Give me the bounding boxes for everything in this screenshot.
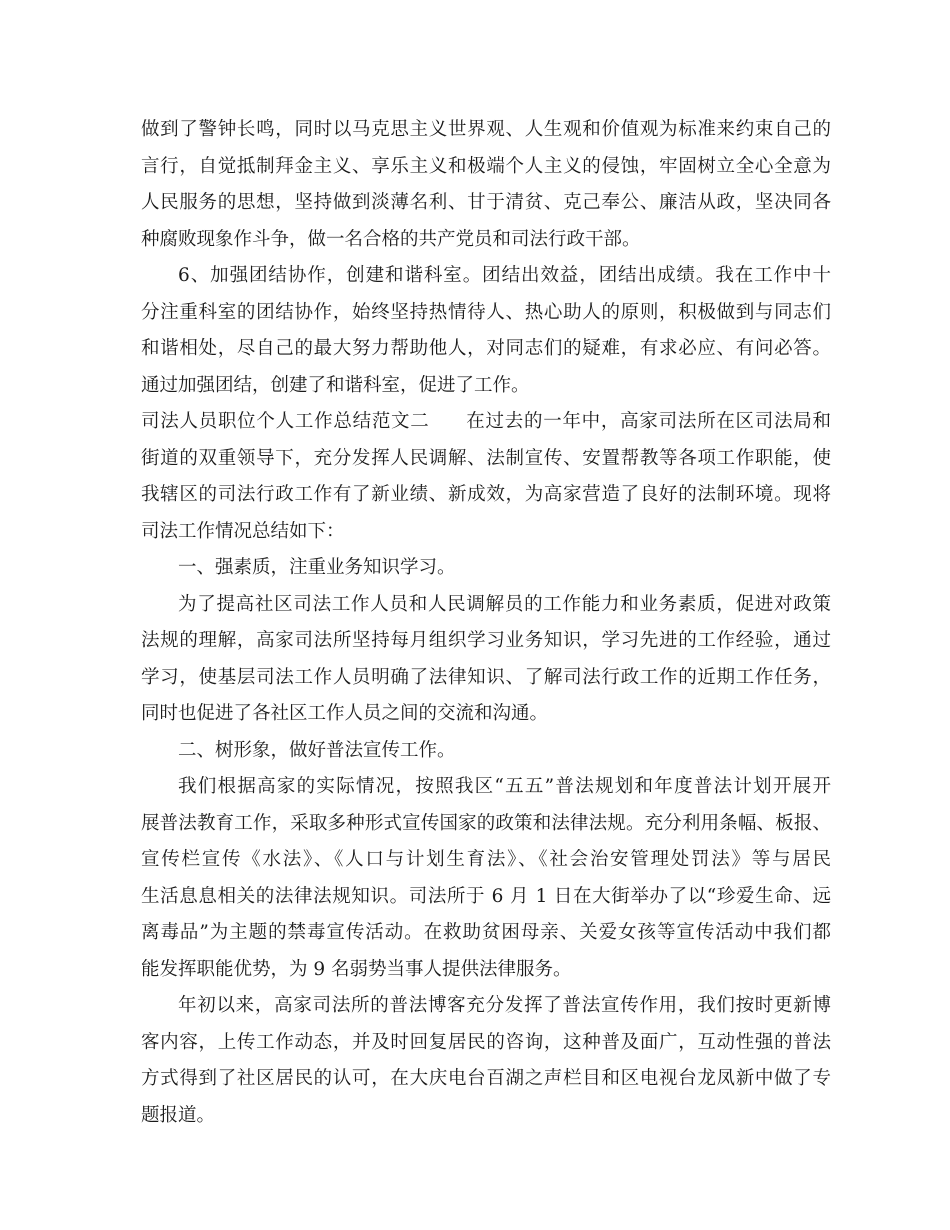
- paragraph-4: [141, 550, 831, 587]
- text-line: 客内容，上传工作动态，并及时回复居民的咨询，这种普及面广，互动性强的普法: [141, 1031, 831, 1053]
- subheading-line: 一、强素质，注重业务知识学习。: [178, 557, 456, 578]
- text-line: 言行，自觉抵制拜金主义、享乐主义和极端个人主义的侵蚀，牢固树立全心全意为: [141, 155, 831, 177]
- text-line: 6、加强团结协作，创建和谐科室。团结出效益，团结出成绩。我在工作中十: [178, 265, 831, 286]
- text-line: 人民服务的思想，坚持做到淡薄名利、甘于清贫、克己奉公、廉洁从政，坚决同各: [141, 192, 831, 213]
- text-line: 展普法教育工作，采取多种形式宣传国家的政策和法律法规。充分利用条幅、板报、: [141, 812, 831, 834]
- text-line: 种腐败现象作斗争，做一名合格的共产党员和司法行政干部。: [141, 228, 641, 250]
- text-line: 通过加强团结，创建了和谐科室，促进了工作。: [141, 374, 530, 396]
- section-heading: 司法人员职位个人工作总结范文二: [141, 411, 430, 432]
- text-line: 学习，使基层司法工作人员明确了法律知识、了解司法行政工作的近期工作任务，: [141, 666, 831, 688]
- paragraph-3: [141, 404, 831, 550]
- text-line: 方式得到了社区居民的认可，在大庆电台百湖之声栏目和区电视台龙凤新中做了专: [141, 1068, 831, 1089]
- subheading-line: 二、树形象，做好普法宣传工作。: [178, 739, 456, 761]
- paragraph-8: [141, 988, 831, 1134]
- text-line: 宣传栏宣传《水法》、《人口与计划生育法》、《社会治安管理处罚法》等与居民: [141, 849, 831, 870]
- text-line: 做到了警钟长鸣，同时以马克思主义世界观、人生观和价值观为标准来约束自己的: [141, 119, 831, 140]
- paragraph-2: [141, 258, 831, 404]
- text-line: 年初以来，高家司法所的普法博客充分发挥了普法宣传作用，我们按时更新博: [178, 995, 831, 1016]
- text-line: 分注重科室的团结协作，始终坚持热情待人、热心助人的原则，积极做到与同志们: [141, 301, 831, 323]
- text-line: [141, 404, 831, 441]
- paragraph-1: [141, 112, 831, 258]
- text-line: 为了提高社区司法工作人员和人民调解员的工作能力和业务素质，促进对政策: [178, 593, 831, 615]
- text-line: 我们根据高家的实际情况，按照我区“五五”普法规划和年度普法计划开展开: [178, 776, 831, 797]
- text-line: 司法工作情况总结如下：: [141, 520, 345, 542]
- document-body: [141, 112, 831, 1134]
- text-line: 能发挥职能优势，为 9 名弱势当事人提供法律服务。: [141, 958, 572, 980]
- paragraph-5: [141, 587, 831, 733]
- text-line: 法规的理解，高家司法所坚持每月组织学习业务知识，学习先进的工作经验，通过: [141, 630, 831, 651]
- text-line: 和谐相处，尽自己的最大努力帮助他人，对同志们的疑难，有求必应、有问必答。: [141, 338, 831, 359]
- text-line: 离毒品”为主题的禁毒宣传活动。在救助贫困母亲、关爱女孩等宣传活动中我们都: [141, 922, 831, 943]
- text-fragment: 在过去的一年中，高家司法所在区司法局和: [465, 411, 831, 432]
- text-line: 生活息息相关的法律法规知识。司法所于 6 月 1 日在大街举办了以“珍爱生命、远: [141, 885, 831, 907]
- text-line: 我辖区的司法行政工作有了新业绩、新成效，为高家营造了良好的法制环境。现将: [141, 484, 831, 505]
- paragraph-7: [141, 769, 831, 988]
- paragraph-6: [141, 733, 831, 770]
- text-line: 街道的双重领导下，充分发挥人民调解、法制宣传、安置帮教等各项工作职能，使: [141, 447, 831, 469]
- text-line: 题报道。: [141, 1104, 216, 1126]
- text-line: 同时也促进了各社区工作人员之间的交流和沟通。: [141, 703, 549, 724]
